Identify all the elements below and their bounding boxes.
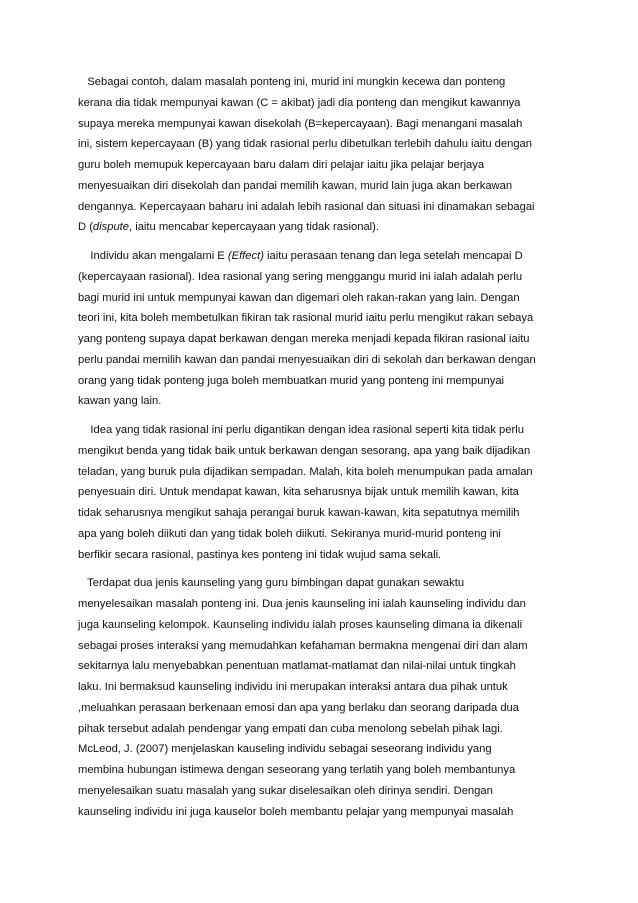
text-line: orang yang tidak ponteng juga boleh membuatkan murid yang ponteng ini mempunyai: [78, 374, 505, 387]
text-line: yang ponteng supaya dapat berkawan dengan mereka menjadi kepada fikiran rasional iaitu: [78, 333, 530, 345]
text-line: ini, sistem kepercayaan (B) yang tidak rasional perlu dibetulkan terlebih dahulu iaitu dengan: [78, 138, 532, 151]
text-line: D (dispute, iaitu mencabar kepercayaan yang tidak rasional).: [78, 221, 379, 234]
text-line: (kepercayaan rasional). Idea rasional yang sering menggangu murid ini ialah adalah perlu: [78, 270, 523, 283]
paragraph: [78, 246, 564, 412]
text-line: menyelesaikan masalah ponteng ini. Dua jenis kaunseling ini ialah kaunseling individu dan: [78, 598, 526, 610]
text-line: pihak tersebut adalah pendengar yang empati dan cuba menolong sebelah pihak lagi.: [78, 722, 503, 735]
text-line: bagi murid ini untuk mempunyai kawan dan digemari oleh rakan-rakan yang lain. Dengan: [78, 291, 520, 304]
text-line: kaunseling individu ini juga kauselor boleh membantu pelajar yang mempunyai masalah: [78, 805, 514, 818]
text-line: Individu akan mengalami E (Effect) iaitu perasaan tenang dan lega setelah mencapai D: [87, 250, 523, 262]
paragraph: [78, 573, 564, 822]
text-line: kawan yang lain.: [78, 395, 162, 408]
text-line: perlu pandai memilih kawan dan pandai menyesuaikan diri di sekolah dan berkawan dengan: [78, 353, 536, 366]
text-line: penyesuain diri. Untuk mendapat kawan, kita seharusnya bijak untuk memilih kawan, kita: [78, 486, 519, 499]
text-line: Terdapat dua jenis kaunseling yang guru bimbingan dapat gunakan sewaktu: [84, 577, 465, 590]
text-line: sebagai proses interaksi yang memudahkan kefahaman bermakna mengenai diri dan alam: [78, 639, 528, 652]
text-line: ,meluahkan perasaan berkenaan emosi dan apa yang berlaku dan seorang daripada dua: [78, 701, 519, 714]
text-line: Idea yang tidak rasional ini perlu digantikan dengan idea rasional seperti kita tidak perlu: [87, 424, 524, 436]
text-line: apa yang boleh diikuti dan yang tidak boleh diikuti. Sekiranya murid-murid ponteng ini: [78, 527, 501, 540]
text-line: guru boleh memupuk kepercayaan baru dalam diri pelajar iaitu jika pelajar berjaya: [78, 159, 485, 171]
text-line: membina hubungan istimewa dengan seseorang yang terlatih yang boleh membantunya: [78, 764, 516, 776]
text-line: dengannya. Kepercayaan baharu ini adalah lebih rasional dan situasi ini dinamakan sebagai: [78, 200, 535, 213]
text-line: teori ini, kita boleh membetulkan fikiran tak rasional murid iaitu perlu mengikut rakan sebaya: [78, 312, 534, 325]
text-line: menyelesaikan suatu masalah yang sukar diselesaikan oleh dirinya sendiri. Dengan: [78, 784, 493, 797]
text-line: McLeod, J. (2007) menjelaskan kauseling individu sebagai seseorang individu yang: [78, 743, 492, 756]
text-line: tidak seharusnya mengikut sahaja perangai buruk kawan-kawan, kita sepatutnya memilih: [78, 507, 520, 519]
text-line: mengikut benda yang tidak baik untuk berkawan dengan sesorang, apa yang baik dijadikan: [78, 444, 531, 457]
text-line: supaya mereka mempunyai kawan disekolah (B=kepercayaan). Bagi menangani masalah: [78, 117, 523, 130]
text-line: sekitarnya lalu menyebabkan penentuan matlamat-matlamat dan nilai-nilai untuk tingkah: [78, 660, 516, 673]
text-line: menyesuaikan diri disekolah dan pandai memilih kawan, murid lain juga akan berkawan: [78, 179, 513, 192]
text-line: kerana dia tidak mempunyai kawan (C = akibat) jadi dia ponteng dan mengikut kawannya: [78, 96, 521, 109]
paragraph: [78, 420, 564, 565]
italic-term: (Effect): [227, 250, 264, 262]
text-line: juga kaunseling kelompok. Kaunseling individu ialah proses kaunseling dimana ia dikenali: [78, 618, 523, 631]
text-line: Sebagai contoh, dalam masalah ponteng ini, murid ini mungkin kecewa dan ponteng: [87, 76, 506, 88]
text-line: laku. Ini bermaksud kaunseling individu ini merupakan interaksi antara dua pihak untuk: [78, 681, 508, 693]
paragraph: [78, 72, 564, 238]
document-page: [78, 72, 564, 830]
text-line: teladan, yang buruk pula dijadikan sempadan. Malah, kita boleh menumpukan pada amalan: [78, 465, 533, 478]
italic-term: dispute: [92, 221, 129, 234]
text-line: berfikir secara rasional, pastinya kes ponteng ini tidak wujud sama sekali.: [78, 548, 442, 561]
